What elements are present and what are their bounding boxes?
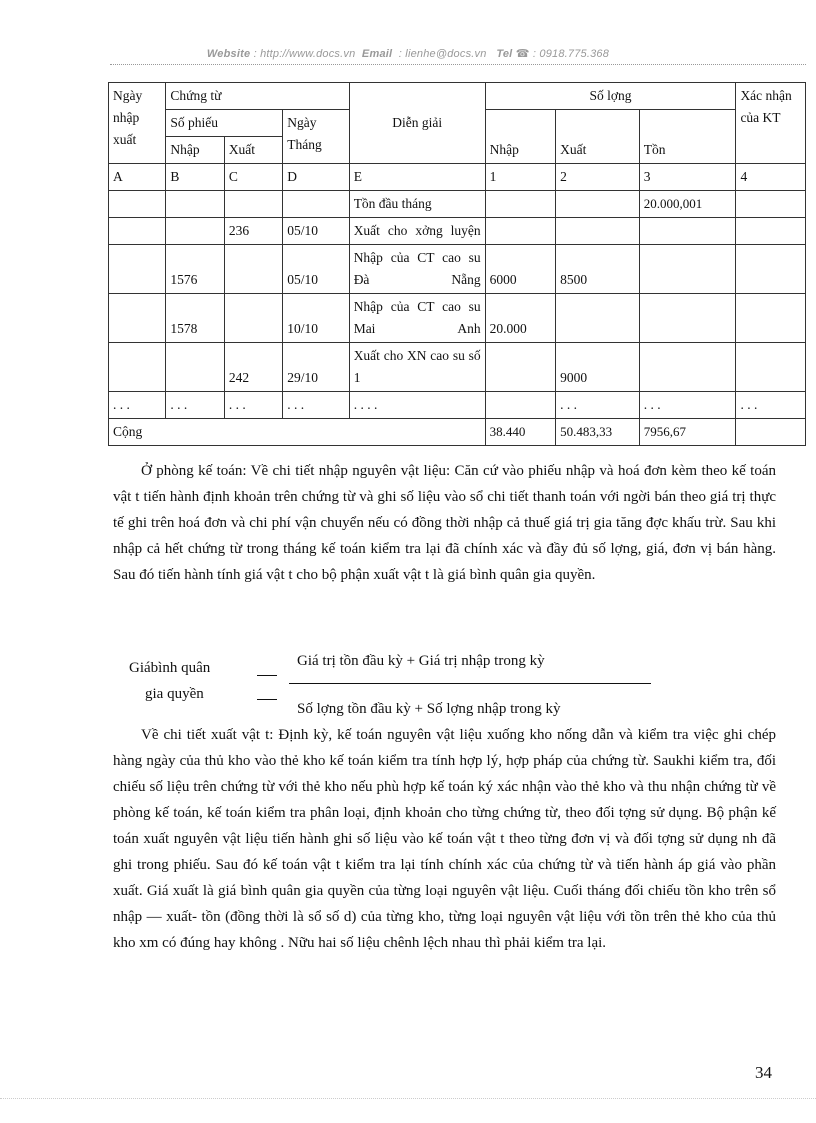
code-cell: 2 (556, 164, 640, 191)
total-nhap: 38.440 (485, 419, 556, 446)
code-cell: C (224, 164, 282, 191)
table-row: . . . . . . . . . . . . . . . . . . . . . . . . . (109, 392, 806, 419)
equals-sign-bottom (257, 699, 277, 700)
code-cell: 1 (485, 164, 556, 191)
header-nhap: Nhập (485, 110, 556, 164)
header-xuat: Xuất (556, 110, 640, 164)
header-xac-nhan: Xác nhận của KT (736, 83, 806, 164)
header-divider (110, 64, 806, 65)
header-ton: Tồn (639, 110, 736, 164)
code-cell: E (349, 164, 485, 191)
header-so-luong: Số lợng (485, 83, 736, 110)
equals-sign-top (257, 675, 277, 676)
table-row: 1578 10/10 Nhập của CT cao su Mai Anh 20.000 (109, 294, 806, 343)
code-cell: B (166, 164, 224, 191)
header-so-phieu-xuat: Xuất (224, 137, 282, 164)
paragraph-xuat (113, 722, 776, 956)
header-chung-tu: Chứng từ (166, 83, 349, 110)
table-row: Tồn đầu tháng 20.000,001 (109, 191, 806, 218)
header-ngay-nhap-xuat: Ngày nhập xuất (109, 83, 166, 164)
total-label: Cộng (109, 419, 486, 446)
email-address[interactable]: : lienhe@docs.vn (398, 48, 487, 60)
tel-number: : 0918.775.368 (532, 48, 610, 60)
formula-lhs-line1: Giábình quân (129, 660, 211, 676)
code-cell: D (283, 164, 349, 191)
table-row: 236 05/10 Xuất cho xởng luyện (109, 218, 806, 245)
total-row (109, 419, 806, 446)
header-ngay-thang: Ngày Tháng (283, 110, 349, 164)
code-cell: 4 (736, 164, 806, 191)
weighted-average-formula (113, 648, 673, 728)
table-row: 242 29/10 Xuất cho XN cao su số 1 9000 (109, 343, 806, 392)
formula-denominator: Số lợng tồn đầu kỳ + Số lợng nhập trong kỳ (297, 701, 561, 717)
paragraph-text: Về chi tiết xuất vật t: Định kỳ, kế toán nguyên vật liệu xuống kho nống dẫn và kiểm tra việc ghi chép hàng ngày của thủ kho vào thẻ kho kế toán kiểm tra tính hợp lý, hợp pháp của chứng từ. Saukhi kiểm tra, đối chiếu số liệu trên chứng từ với thẻ kho nếu phù hợp kế toán ký xác nhận vào thẻ kho và thu nhận chứng từ về phòng kế toán, kế toán kiểm tra phân loại, định khoản cho từng chứng từ, theo đối tợng sử dụng. Bộ phận kế toán xuất nguyên vật liệu tiến hành ghi số liệu vào kế toán vật t theo từng đơn vị và đối tợng sử dụng nh đã ghi trong phiếu. Sau đó kế toán vật t kiểm tra lại tính chính xác của chứng từ và tiến hành áp giá vào phần xuất. Giá xuất là giá bình quân gia quyền của từng loại nguyên vật liệu. Cuối tháng đối chiếu tồn kho trên sổ nhập — xuất- tồn (đồng thời là sổ số d) của từng kho, từng loại nguyên vật liệu với tồn trên thẻ kho của thủ kho xm có đúng hay không . Nữu hai số liệu chênh lệch nhau thì phải kiểm tra lại. (113, 727, 776, 951)
website-url[interactable]: : http://www.docs.vn (253, 48, 356, 60)
page-header (0, 47, 816, 60)
formula-numerator: Giá trị tồn đầu kỳ + Giá trị nhập trong kỳ (297, 653, 545, 669)
header-dien-giai: Diễn giải (349, 83, 485, 164)
tel-label: Tel (496, 48, 513, 60)
header-so-phieu: Số phiếu (166, 110, 283, 137)
page-number: 34 (755, 1063, 772, 1082)
formula-lhs-line2: gia quyền (145, 686, 204, 702)
code-cell: A (109, 164, 166, 191)
header-so-phieu-nhap: Nhập (166, 137, 224, 164)
total-ton: 7956,67 (639, 419, 736, 446)
email-label: Email (361, 48, 393, 60)
table-row: 1576 05/10 Nhập của CT cao su Đà Nẵng 6000 8500 (109, 245, 806, 294)
total-xuat: 50.483,33 (556, 419, 640, 446)
footer-divider (0, 1098, 816, 1099)
phone-icon: ☎ (515, 48, 530, 60)
website-label: Website (206, 48, 251, 60)
inventory-ledger-table (108, 82, 806, 446)
paragraph-nhap (113, 458, 776, 588)
paragraph-text: Ở phòng kế toán: Về chi tiết nhập nguyên vật liệu: Căn cứ vào phiếu nhập và hoá đơn kèm theo kế toán vật t tiến hành định khoản trên chứng từ và ghi số liệu vào sổ chi tiết thanh toán với ngời bán theo giá trị thực tế ghi trên hoá đơn và chi phí vận chuyển nếu có đồng thời nhập cả thuế giá trị gia tăng đợc khấu trừ. Sau khi nhập cả hết chứng từ trong tháng kế toán kiểm tra lại đã chính xác và đầy đủ số lợng, giá, đơn vị bán hàng. Sau đó tiến hành tính giá vật t cho bộ phận xuất vật t là giá bình quân gia quyền. (113, 463, 776, 583)
fraction-bar (289, 683, 651, 684)
code-cell: 3 (639, 164, 736, 191)
code-row (109, 164, 806, 191)
